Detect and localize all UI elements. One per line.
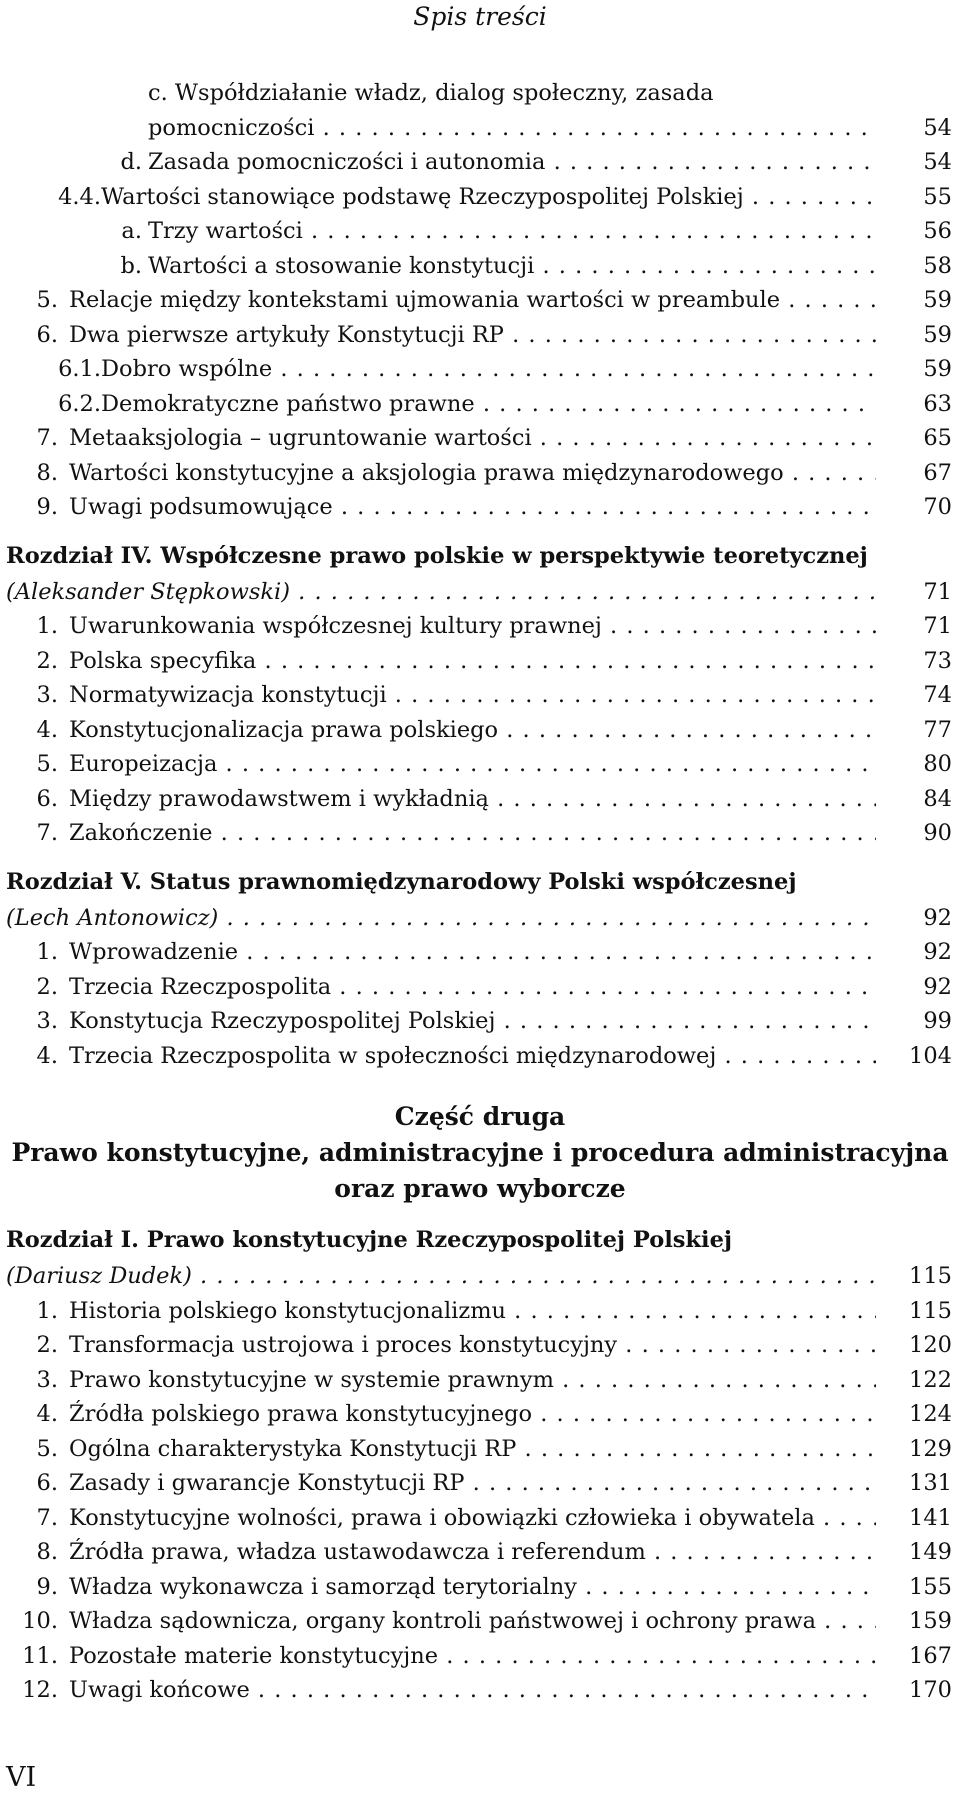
toc-entry-page: 131 — [909, 1470, 952, 1496]
toc-entry-title: pomocniczości . . . — [148, 111, 876, 146]
toc-entry-title: Wartości konstytucyjne a aksjologia prawa międzynarodowego . . . — [69, 456, 876, 491]
toc-entry-number: 3. — [36, 682, 58, 708]
toc-entry — [0, 1673, 960, 1708]
toc-entry — [0, 1259, 960, 1294]
toc-entry-page: 73 — [923, 647, 952, 674]
toc-entry-page: 77 — [923, 716, 952, 743]
toc-entry — [0, 1039, 960, 1074]
toc-entry — [0, 76, 960, 111]
toc-entry — [0, 456, 960, 491]
toc-entry-number: 4.4. — [58, 183, 101, 210]
toc-entry-title: Władza sądownicza, organy kontroli państwowej i ochrony prawa . . . — [69, 1604, 876, 1639]
toc-entry-title: Konstytucja Rzeczypospolitej Polskiej . . . — [69, 1004, 876, 1039]
toc-entry-page: 58 — [923, 252, 952, 279]
toc-entry — [0, 421, 960, 456]
toc-entry-title: Demokratyczne państwo prawne . . . — [101, 387, 876, 422]
toc-entry — [0, 575, 960, 610]
toc-entry-title: Uwarunkowania współczesnej kultury prawnej . . . — [69, 609, 876, 644]
toc-entry-page: 120 — [909, 1332, 952, 1358]
toc-entry-title: Trzecia Rzeczpospolita . . . — [69, 970, 876, 1005]
toc-entry-title: Trzecia Rzeczpospolita w społeczności międzynarodowej . . . — [69, 1039, 876, 1074]
toc-entry-title: Źródła prawa, władza ustawodawcza i referendum . . . — [69, 1535, 876, 1570]
toc-entry-page: 56 — [923, 218, 952, 244]
toc-entry-number: 6. — [36, 1470, 58, 1496]
toc-entry-title: Normatywizacja konstytucji . . . — [69, 678, 876, 713]
toc-entry-title: Zasada pomocniczości i autonomia . . . — [148, 145, 876, 180]
toc-entry-page: 59 — [923, 356, 952, 382]
toc-entry-number: 2. — [36, 647, 58, 674]
toc-entry — [0, 1639, 960, 1674]
toc-entry-page: 92 — [923, 939, 952, 965]
toc-entry-number: 7. — [36, 820, 58, 846]
toc-entry — [0, 111, 960, 146]
toc-entry — [0, 609, 960, 644]
table-of-contents — [0, 76, 960, 1708]
toc-entry-number: 6.2. — [58, 390, 101, 417]
toc-entry — [0, 970, 960, 1005]
toc-entry-number: 8. — [36, 1539, 58, 1565]
toc-entry-title: Ogólna charakterystyka Konstytucji RP . . . — [69, 1432, 876, 1467]
toc-entry-number: 7. — [36, 1504, 58, 1531]
toc-entry-number: 3. — [36, 1366, 58, 1393]
toc-entry-page: 74 — [923, 682, 952, 708]
toc-entry-page: 71 — [923, 578, 952, 605]
toc-entry-number: a. — [121, 218, 142, 244]
toc-entry-page: 92 — [923, 904, 952, 931]
toc-entry-title: Trzy wartości . . . — [148, 214, 876, 249]
toc-entry-title: Dwa pierwsze artykuły Konstytucji RP . . . — [69, 318, 876, 353]
toc-entry-page: 67 — [923, 459, 952, 486]
toc-entry — [0, 1501, 960, 1536]
toc-entry — [0, 352, 960, 387]
toc-entry — [0, 318, 960, 353]
toc-entry — [0, 1397, 960, 1432]
toc-entry-title: Transformacja ustrojowa i proces konstytucyjny . . . — [69, 1328, 876, 1363]
toc-entry-title: c. Współdziałanie władz, dialog społeczny, zasada — [148, 80, 714, 106]
toc-entry-title: Konstytucyjne wolności, prawa i obowiązki człowieka i obywatela . . . — [69, 1501, 876, 1536]
toc-entry-number: 6. — [36, 785, 58, 812]
toc-entry-page: 70 — [923, 494, 952, 520]
toc-entry — [0, 387, 960, 422]
toc-entry-title: Wartości stanowiące podstawę Rzeczypospolitej Polskiej . . . — [101, 180, 876, 215]
toc-entry-title: Uwagi podsumowujące . . . — [69, 490, 876, 525]
toc-entry — [0, 713, 960, 748]
toc-entry — [0, 283, 960, 318]
toc-entry-title: (Aleksander Stępkowski) . . . — [6, 575, 876, 610]
toc-entry — [0, 180, 960, 215]
toc-entry-page: 115 — [909, 1297, 952, 1324]
toc-entry-page: 124 — [909, 1401, 952, 1427]
toc-entry — [0, 1432, 960, 1467]
toc-entry-title: Metaaksjologia – ugruntowanie wartości . . . — [69, 421, 876, 456]
toc-entry-title: Wartości a stosowanie konstytucji . . . — [148, 249, 876, 284]
toc-entry-number: 5. — [36, 1435, 58, 1462]
toc-entry-number: b. — [120, 252, 142, 279]
toc-entry-page: 59 — [923, 321, 952, 348]
toc-entry-page: 54 — [923, 149, 952, 175]
toc-entry — [0, 490, 960, 525]
toc-entry-page: 80 — [923, 751, 952, 777]
toc-entry-page: 155 — [909, 1573, 952, 1600]
chapter-heading: Rozdział V. Status prawnomiędzynarodowy Polski współczesnej — [6, 868, 797, 895]
toc-entry-page: 90 — [923, 820, 952, 846]
toc-entry-number: 5. — [36, 751, 58, 777]
chapter-heading: Rozdział I. Prawo konstytucyjne Rzeczypospolitej Polskiej — [6, 1227, 733, 1253]
toc-entry — [0, 747, 960, 782]
toc-entry-number: 2. — [36, 1332, 58, 1358]
toc-entry-page: 92 — [923, 973, 952, 1000]
toc-entry-title: Historia polskiego konstytucjonalizmu . . . — [69, 1294, 876, 1329]
toc-entry-title: (Lech Antonowicz) . . . — [6, 901, 876, 936]
toc-entry-number: 10. — [22, 1608, 58, 1634]
toc-entry-page: 84 — [923, 785, 952, 812]
toc-entry-page: 59 — [923, 287, 952, 313]
toc-entry-title: (Dariusz Dudek) . . . — [6, 1259, 876, 1294]
part-heading-line: oraz prawo wyborcze — [334, 1174, 626, 1203]
toc-entry-number: 7. — [36, 425, 58, 451]
toc-entry-number: 4. — [36, 716, 58, 743]
toc-entry-title: Między prawodawstwem i wykładnią . . . — [69, 782, 876, 817]
toc-entry-page: 104 — [909, 1042, 952, 1069]
toc-entry-page: 71 — [923, 613, 952, 639]
toc-entry-title: Władza wykonawcza i samorząd terytorialny . . . — [69, 1570, 876, 1605]
toc-entry-page: 65 — [923, 425, 952, 451]
toc-entry-page: 55 — [923, 183, 952, 210]
toc-entry-number: 1. — [36, 1297, 58, 1324]
toc-entry-title: Zakończenie . . . — [69, 816, 876, 851]
part-heading — [0, 1099, 960, 1207]
toc-entry-page: 170 — [909, 1677, 952, 1703]
toc-entry-title: Uwagi końcowe . . . — [69, 1673, 876, 1708]
toc-entry-title: Konstytucjonalizacja prawa polskiego . . . — [69, 713, 876, 748]
toc-entry-title: Dobro wspólne . . . — [101, 352, 876, 387]
toc-entry-title: Zasady i gwarancje Konstytucji RP . . . — [69, 1466, 876, 1501]
toc-entry-page: 149 — [909, 1539, 952, 1565]
toc-entry-number: 4. — [36, 1401, 58, 1427]
toc-entry — [0, 1004, 960, 1039]
toc-entry — [0, 1604, 960, 1639]
toc-entry — [0, 1535, 960, 1570]
running-header: Spis treści — [413, 2, 547, 31]
page-number-footer: VI — [6, 1762, 37, 1793]
toc-entry-title: Europeizacja . . . — [69, 747, 876, 782]
toc-entry-number: 9. — [36, 494, 58, 520]
toc-entry-page: 141 — [909, 1504, 952, 1531]
toc-entry-page: 129 — [909, 1435, 952, 1462]
toc-entry-number: 3. — [36, 1008, 58, 1034]
toc-entry-number: 1. — [36, 939, 58, 965]
toc-entry — [0, 214, 960, 249]
toc-entry — [0, 249, 960, 284]
toc-entry — [0, 145, 960, 180]
toc-entry-page: 54 — [923, 114, 952, 141]
toc-entry-number: 5. — [36, 287, 58, 313]
toc-entry-number: 4. — [36, 1042, 58, 1069]
toc-entry-title: Pozostałe materie konstytucyjne . . . — [69, 1639, 876, 1674]
toc-entry-number: 2. — [36, 973, 58, 1000]
toc-entry-title: Wprowadzenie . . . — [69, 935, 876, 970]
toc-entry-page: 99 — [923, 1008, 952, 1034]
toc-entry-title: Prawo konstytucyjne w systemie prawnym . . . — [69, 1363, 876, 1398]
chapter-heading: Rozdział IV. Współczesne prawo polskie w perspektywie teoretycznej — [6, 542, 868, 569]
toc-entry-title: Polska specyfika . . . — [69, 644, 876, 679]
toc-entry-title: Źródła polskiego prawa konstytucyjnego . . . — [69, 1397, 876, 1432]
toc-entry — [0, 1570, 960, 1605]
toc-entry — [0, 1328, 960, 1363]
toc-entry-page: 159 — [909, 1608, 952, 1634]
toc-entry-page: 122 — [909, 1366, 952, 1393]
toc-entry-page: 63 — [923, 390, 952, 417]
toc-entry-number: d. — [120, 149, 142, 175]
part-heading-line: Część druga — [394, 1102, 566, 1131]
toc-entry — [0, 644, 960, 679]
toc-entry-number: 12. — [22, 1677, 58, 1703]
toc-entry — [0, 901, 960, 936]
toc-entry — [0, 935, 960, 970]
toc-entry — [0, 816, 960, 851]
toc-entry — [0, 678, 960, 713]
toc-entry — [0, 1363, 960, 1398]
part-heading-line: Prawo konstytucyjne, administracyjne i procedura administracyjna — [11, 1138, 949, 1167]
toc-entry-number: 11. — [22, 1642, 58, 1669]
toc-entry-page: 115 — [909, 1263, 952, 1289]
toc-entry-page: 167 — [909, 1642, 952, 1669]
toc-entry-number: 6. — [36, 321, 58, 348]
toc-entry-title: Relacje między kontekstami ujmowania wartości w preambule . . . — [69, 283, 876, 318]
toc-entry-number: 6.1. — [58, 356, 101, 382]
toc-entry — [0, 782, 960, 817]
toc-entry — [0, 1466, 960, 1501]
toc-entry — [0, 1294, 960, 1329]
toc-entry-number: 8. — [36, 459, 58, 486]
toc-entry-number: 1. — [36, 613, 58, 639]
toc-entry-number: 9. — [36, 1573, 58, 1600]
